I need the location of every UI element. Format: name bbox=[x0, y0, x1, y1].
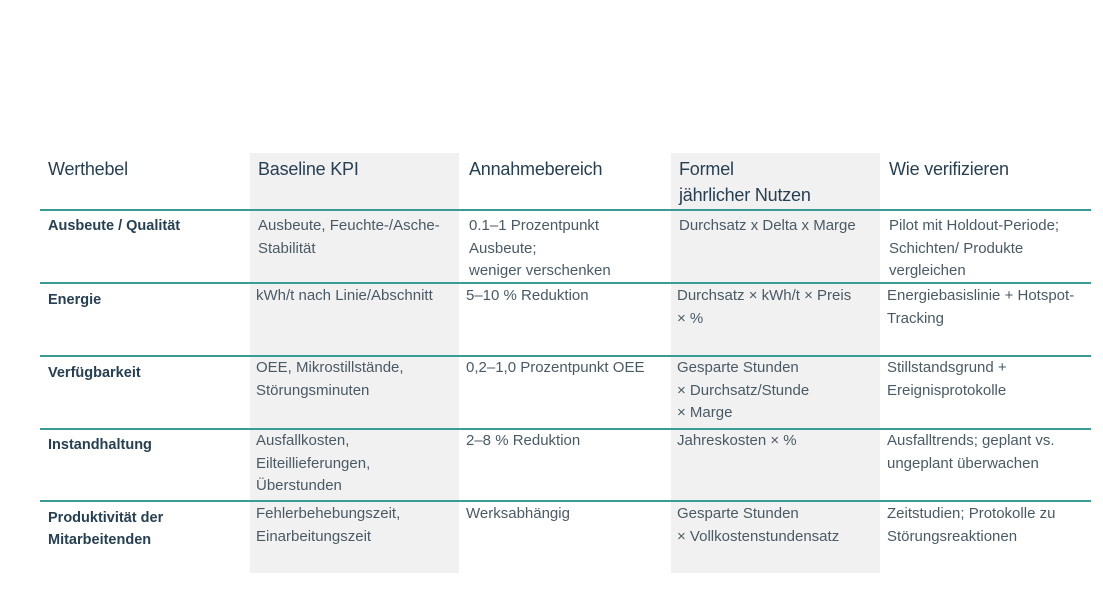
header-lever: Werthebel bbox=[48, 159, 128, 179]
row-2-kpi: kWh/t nach Linie/Abschnitt bbox=[256, 287, 433, 304]
header-verify: Wie verifizieren bbox=[889, 159, 1009, 179]
row-1-verify: Pilot mit Holdout-Periode; Schichten/ Produkte vergleichen bbox=[889, 217, 1060, 279]
row-4-formula: Jahreskosten × % bbox=[677, 432, 797, 449]
row-1-lever: Ausbeute / Qualität bbox=[48, 218, 181, 234]
row-1-assumption: 0.1–1 Prozentpunkt Ausbeute; weniger verschenken bbox=[469, 217, 611, 279]
row-4-assumption: 2–8 % Reduktion bbox=[466, 432, 581, 449]
row-1-formula: Durchsatz x Delta x Marge bbox=[679, 217, 856, 234]
header-kpi: Baseline KPI bbox=[258, 159, 359, 179]
row-4-kpi: Ausfallkosten, Eilteillieferungen, Überstunden bbox=[256, 432, 371, 494]
row-5-lever: Produktivität der Mitarbeitenden bbox=[48, 510, 164, 548]
row-1-kpi: Ausbeute, Feuchte-/Asche- Stabilität bbox=[258, 217, 440, 257]
row-2-formula: Durchsatz × kWh/t × Preis × % bbox=[677, 287, 852, 327]
header-formula: Formel jährlicher Nutzen bbox=[679, 159, 811, 205]
row-3-kpi: OEE, Mikrostillstände, Störungsminuten bbox=[256, 359, 404, 399]
row-2-assumption: 5–10 % Reduktion bbox=[466, 287, 589, 304]
row-3-formula: Gesparte Stunden × Durchsatz/Stunde × Marge bbox=[677, 359, 810, 421]
header-divider bbox=[40, 209, 1091, 211]
row-2-lever: Energie bbox=[48, 292, 102, 308]
row-3-assumption: 0,2–1,0 Prozentpunkt OEE bbox=[466, 359, 645, 376]
row-4-lever: Instandhaltung bbox=[48, 437, 152, 453]
row-5-assumption: Werksabhängig bbox=[466, 505, 570, 522]
row-5-verify: Zeitstudien; Protokolle zu Störungsreaktionen bbox=[887, 505, 1056, 545]
row-4-verify: Ausfalltrends; geplant vs. ungeplant überwachen bbox=[887, 432, 1055, 472]
header-assumption: Annahmebereich bbox=[469, 159, 603, 179]
row-3-lever: Verfügbarkeit bbox=[48, 365, 141, 381]
row-2-verify: Energiebasislinie + Hotspot- Tracking bbox=[887, 287, 1075, 327]
row-5-kpi: Fehlerbehebungszeit, Einarbeitungszeit bbox=[256, 505, 401, 545]
row-divider bbox=[40, 500, 1091, 502]
row-5-formula: Gesparte Stunden × Vollkostenstundensatz bbox=[677, 505, 840, 545]
row-3-verify: Stillstandsgrund + Ereignisprotokolle bbox=[887, 359, 1007, 399]
